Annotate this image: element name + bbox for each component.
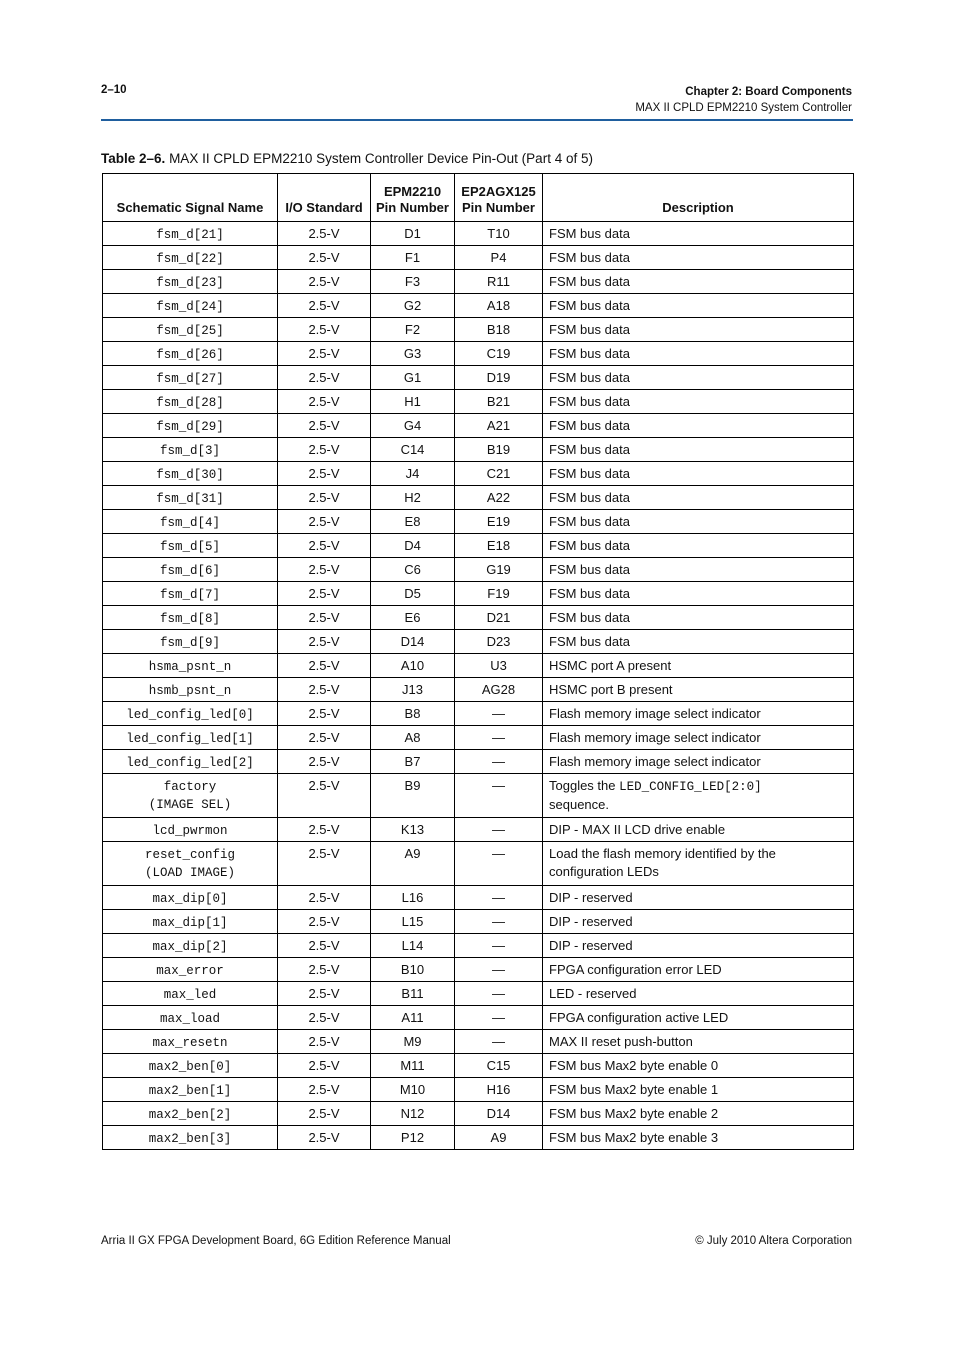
epm2210-pin-cell: M10 [371,1078,455,1102]
epm2210-pin-cell: H1 [371,390,455,414]
ep2agx125-pin-cell: B19 [455,438,543,462]
epm2210-pin-cell: B10 [371,958,455,982]
epm2210-pin-cell: F3 [371,270,455,294]
io-standard-cell: 2.5-V [278,390,371,414]
table-row [103,438,854,462]
io-standard-cell: 2.5-V [278,1006,371,1030]
description-cell: Load the flash memory identified by the configuration LEDs [543,842,854,886]
table-row [103,510,854,534]
epm2210-pin-cell: B8 [371,702,455,726]
signal-name-cell: fsm_d[21] [103,222,278,246]
description-cell: FSM bus data [543,222,854,246]
signal-name-cell: max_dip[1] [103,910,278,934]
signal-name-cell: led_config_led[1] [103,726,278,750]
description-cell: FSM bus data [543,366,854,390]
signal-name-cell: fsm_d[31] [103,486,278,510]
table-row [103,414,854,438]
epm2210-pin-cell: L15 [371,910,455,934]
io-standard-cell: 2.5-V [278,1126,371,1150]
io-standard-cell: 2.5-V [278,726,371,750]
description-cell: FSM bus data [543,606,854,630]
table-row [103,886,854,910]
description-cell: MAX II reset push-button [543,1030,854,1054]
signal-name-cell: led_config_led[2] [103,750,278,774]
col-header-ep2agx125: EP2AGX125 Pin Number [455,174,543,222]
signal-name-cell: max2_ben[3] [103,1126,278,1150]
epm2210-pin-cell: D4 [371,534,455,558]
signal-name-cell: reset_config (LOAD IMAGE) [103,842,278,886]
io-standard-cell: 2.5-V [278,342,371,366]
ep2agx125-pin-cell: — [455,774,543,818]
ep2agx125-pin-cell: D19 [455,366,543,390]
epm2210-pin-cell: F2 [371,318,455,342]
signal-name-cell: max2_ben[0] [103,1054,278,1078]
table-row [103,910,854,934]
ep2agx125-pin-cell: — [455,934,543,958]
ep2agx125-pin-cell: B18 [455,318,543,342]
io-standard-cell: 2.5-V [278,246,371,270]
table-row [103,1102,854,1126]
signal-name-cell: fsm_d[22] [103,246,278,270]
table-row [103,818,854,842]
epm2210-pin-cell: E8 [371,510,455,534]
ep2agx125-pin-cell: — [455,842,543,886]
signal-name-cell: fsm_d[30] [103,462,278,486]
description-cell: FSM bus data [543,582,854,606]
description-cell: FSM bus data [543,486,854,510]
ep2agx125-pin-cell: — [455,1006,543,1030]
table-row [103,678,854,702]
description-cell: FSM bus data [543,462,854,486]
signal-name-cell: fsm_d[28] [103,390,278,414]
col-header-description: Description [543,174,854,222]
ep2agx125-pin-cell: AG28 [455,678,543,702]
ep2agx125-pin-cell: D14 [455,1102,543,1126]
epm2210-pin-cell: G3 [371,342,455,366]
ep2agx125-pin-cell: C19 [455,342,543,366]
col-header-epm2210: EPM2210 Pin Number [371,174,455,222]
io-standard-cell: 2.5-V [278,678,371,702]
description-cell: FPGA configuration active LED [543,1006,854,1030]
description-cell: FPGA configuration error LED [543,958,854,982]
description-cell: FSM bus data [543,318,854,342]
ep2agx125-pin-cell: — [455,910,543,934]
section-title: MAX II CPLD EPM2210 System Controller [635,102,852,114]
signal-name-cell: max_dip[0] [103,886,278,910]
footer-manual-title: Arria II GX FPGA Development Board, 6G Edition Reference Manual [101,1235,451,1247]
table-row [103,294,854,318]
table-row [103,270,854,294]
io-standard-cell: 2.5-V [278,1102,371,1126]
ep2agx125-pin-cell: — [455,1030,543,1054]
signal-name-cell: lcd_pwrmon [103,818,278,842]
table-row [103,654,854,678]
epm2210-pin-cell: D14 [371,630,455,654]
epm2210-pin-cell: C6 [371,558,455,582]
table-row [103,486,854,510]
description-cell: DIP - reserved [543,910,854,934]
description-cell: HSMC port B present [543,678,854,702]
ep2agx125-pin-cell: — [455,726,543,750]
io-standard-cell: 2.5-V [278,462,371,486]
signal-name-cell: fsm_d[3] [103,438,278,462]
description-cell: Flash memory image select indicator [543,702,854,726]
table-row [103,342,854,366]
io-standard-cell: 2.5-V [278,222,371,246]
io-standard-cell: 2.5-V [278,294,371,318]
epm2210-pin-cell: D5 [371,582,455,606]
description-cell: FSM bus data [543,294,854,318]
description-cell: FSM bus data [543,558,854,582]
ep2agx125-pin-cell: G19 [455,558,543,582]
ep2agx125-pin-cell: E18 [455,534,543,558]
signal-name-cell: fsm_d[5] [103,534,278,558]
table-row [103,630,854,654]
io-standard-cell: 2.5-V [278,366,371,390]
ep2agx125-pin-cell: B21 [455,390,543,414]
io-standard-cell: 2.5-V [278,886,371,910]
io-standard-cell: 2.5-V [278,318,371,342]
ep2agx125-pin-cell: C15 [455,1054,543,1078]
table-row [103,558,854,582]
table-row [103,366,854,390]
io-standard-cell: 2.5-V [278,1054,371,1078]
signal-name-cell: hsmb_psnt_n [103,678,278,702]
page-number: 2–10 [101,84,127,96]
io-standard-cell: 2.5-V [278,630,371,654]
epm2210-pin-cell: B11 [371,982,455,1006]
signal-name-cell: fsm_d[26] [103,342,278,366]
epm2210-pin-cell: A9 [371,842,455,886]
ep2agx125-pin-cell: F19 [455,582,543,606]
epm2210-pin-cell: J4 [371,462,455,486]
io-standard-cell: 2.5-V [278,750,371,774]
table-row [103,462,854,486]
epm2210-pin-cell: L14 [371,934,455,958]
io-standard-cell: 2.5-V [278,606,371,630]
io-standard-cell: 2.5-V [278,818,371,842]
description-cell: FSM bus data [543,270,854,294]
table-row [103,842,854,886]
description-cell: LED - reserved [543,982,854,1006]
signal-name-cell: fsm_d[27] [103,366,278,390]
signal-name-cell: factory (IMAGE SEL) [103,774,278,818]
table-row [103,774,854,818]
epm2210-pin-cell: A10 [371,654,455,678]
ep2agx125-pin-cell: — [455,886,543,910]
signal-name-cell: fsm_d[6] [103,558,278,582]
io-standard-cell: 2.5-V [278,558,371,582]
description-cell: FSM bus data [543,342,854,366]
table-row [103,1054,854,1078]
ep2agx125-pin-cell: A9 [455,1126,543,1150]
signal-name-cell: led_config_led[0] [103,702,278,726]
table-row [103,702,854,726]
signal-name-cell: max_load [103,1006,278,1030]
epm2210-pin-cell: H2 [371,486,455,510]
io-standard-cell: 2.5-V [278,534,371,558]
io-standard-cell: 2.5-V [278,582,371,606]
epm2210-pin-cell: G4 [371,414,455,438]
io-standard-cell: 2.5-V [278,654,371,678]
description-cell: FSM bus data [543,438,854,462]
ep2agx125-pin-cell: E19 [455,510,543,534]
ep2agx125-pin-cell: P4 [455,246,543,270]
ep2agx125-pin-cell: T10 [455,222,543,246]
epm2210-pin-cell: G2 [371,294,455,318]
pinout-table [102,173,854,1150]
io-standard-cell: 2.5-V [278,510,371,534]
ep2agx125-pin-cell: — [455,818,543,842]
epm2210-pin-cell: P12 [371,1126,455,1150]
io-standard-cell: 2.5-V [278,438,371,462]
header-rule [101,119,853,121]
description-cell: FSM bus Max2 byte enable 0 [543,1054,854,1078]
epm2210-pin-cell: K13 [371,818,455,842]
table-row [103,958,854,982]
signal-name-cell: fsm_d[23] [103,270,278,294]
description-cell: FSM bus data [543,246,854,270]
table-row [103,318,854,342]
description-cell: Flash memory image select indicator [543,750,854,774]
footer-copyright: © July 2010 Altera Corporation [695,1235,852,1247]
description-cell: FSM bus Max2 byte enable 1 [543,1078,854,1102]
ep2agx125-pin-cell: R11 [455,270,543,294]
epm2210-pin-cell: A11 [371,1006,455,1030]
table-row [103,982,854,1006]
ep2agx125-pin-cell: — [455,958,543,982]
table-row [103,390,854,414]
io-standard-cell: 2.5-V [278,414,371,438]
description-cell: FSM bus data [543,534,854,558]
io-standard-cell: 2.5-V [278,910,371,934]
col-header-io: I/O Standard [278,174,371,222]
io-standard-cell: 2.5-V [278,1078,371,1102]
io-standard-cell: 2.5-V [278,934,371,958]
signal-name-cell: max_led [103,982,278,1006]
signal-name-cell: max2_ben[2] [103,1102,278,1126]
epm2210-pin-cell: M11 [371,1054,455,1078]
table-row [103,934,854,958]
signal-name-cell: max2_ben[1] [103,1078,278,1102]
io-standard-cell: 2.5-V [278,958,371,982]
io-standard-cell: 2.5-V [278,486,371,510]
io-standard-cell: 2.5-V [278,982,371,1006]
io-standard-cell: 2.5-V [278,270,371,294]
epm2210-pin-cell: E6 [371,606,455,630]
description-cell: FSM bus data [543,630,854,654]
epm2210-pin-cell: A8 [371,726,455,750]
table-row [103,1006,854,1030]
table-row [103,246,854,270]
signal-name-cell: fsm_d[8] [103,606,278,630]
table-row [103,222,854,246]
table-row [103,534,854,558]
ep2agx125-pin-cell: A22 [455,486,543,510]
signal-name-cell: hsma_psnt_n [103,654,278,678]
ep2agx125-pin-cell: A18 [455,294,543,318]
description-cell: FSM bus Max2 byte enable 3 [543,1126,854,1150]
table-row [103,1078,854,1102]
running-header [635,84,852,116]
io-standard-cell: 2.5-V [278,842,371,886]
chapter-title: Chapter 2: Board Components [685,86,852,98]
description-cell: FSM bus data [543,414,854,438]
description-cell: DIP - reserved [543,934,854,958]
ep2agx125-pin-cell: C21 [455,462,543,486]
signal-name-cell: max_error [103,958,278,982]
ep2agx125-pin-cell: — [455,982,543,1006]
signal-name-cell: max_dip[2] [103,934,278,958]
description-cell: DIP - reserved [543,886,854,910]
signal-name-cell: fsm_d[25] [103,318,278,342]
table-row [103,1030,854,1054]
table-row [103,1126,854,1150]
ep2agx125-pin-cell: D23 [455,630,543,654]
signal-name-cell: fsm_d[29] [103,414,278,438]
ep2agx125-pin-cell: U3 [455,654,543,678]
io-standard-cell: 2.5-V [278,702,371,726]
io-standard-cell: 2.5-V [278,774,371,818]
io-standard-cell: 2.5-V [278,1030,371,1054]
description-cell: FSM bus Max2 byte enable 2 [543,1102,854,1126]
description-cell: DIP - MAX II LCD drive enable [543,818,854,842]
epm2210-pin-cell: G1 [371,366,455,390]
table-row [103,582,854,606]
description-cell: Flash memory image select indicator [543,726,854,750]
description-cell: Toggles the LED_CONFIG_LED[2:0] sequence. [543,774,854,818]
ep2agx125-pin-cell: — [455,702,543,726]
epm2210-pin-cell: N12 [371,1102,455,1126]
table-caption [101,151,593,166]
epm2210-pin-cell: B7 [371,750,455,774]
description-cell: FSM bus data [543,390,854,414]
epm2210-pin-cell: B9 [371,774,455,818]
signal-name-cell: fsm_d[4] [103,510,278,534]
ep2agx125-pin-cell: H16 [455,1078,543,1102]
signal-name-cell: fsm_d[7] [103,582,278,606]
epm2210-pin-cell: C14 [371,438,455,462]
ep2agx125-pin-cell: A21 [455,414,543,438]
table-label: Table 2–6. [101,151,166,166]
signal-name-cell: fsm_d[9] [103,630,278,654]
table-row [103,726,854,750]
signal-name-cell: max_resetn [103,1030,278,1054]
table-row [103,606,854,630]
ep2agx125-pin-cell: — [455,750,543,774]
description-cell: HSMC port A present [543,654,854,678]
ep2agx125-pin-cell: D21 [455,606,543,630]
epm2210-pin-cell: M9 [371,1030,455,1054]
col-header-signal: Schematic Signal Name [103,174,278,222]
description-cell: FSM bus data [543,510,854,534]
table-header-row [103,174,854,222]
epm2210-pin-cell: D1 [371,222,455,246]
epm2210-pin-cell: J13 [371,678,455,702]
epm2210-pin-cell: F1 [371,246,455,270]
table-row [103,750,854,774]
signal-name-cell: fsm_d[24] [103,294,278,318]
epm2210-pin-cell: L16 [371,886,455,910]
table-title: MAX II CPLD EPM2210 System Controller Device Pin-Out (Part 4 of 5) [169,151,593,166]
